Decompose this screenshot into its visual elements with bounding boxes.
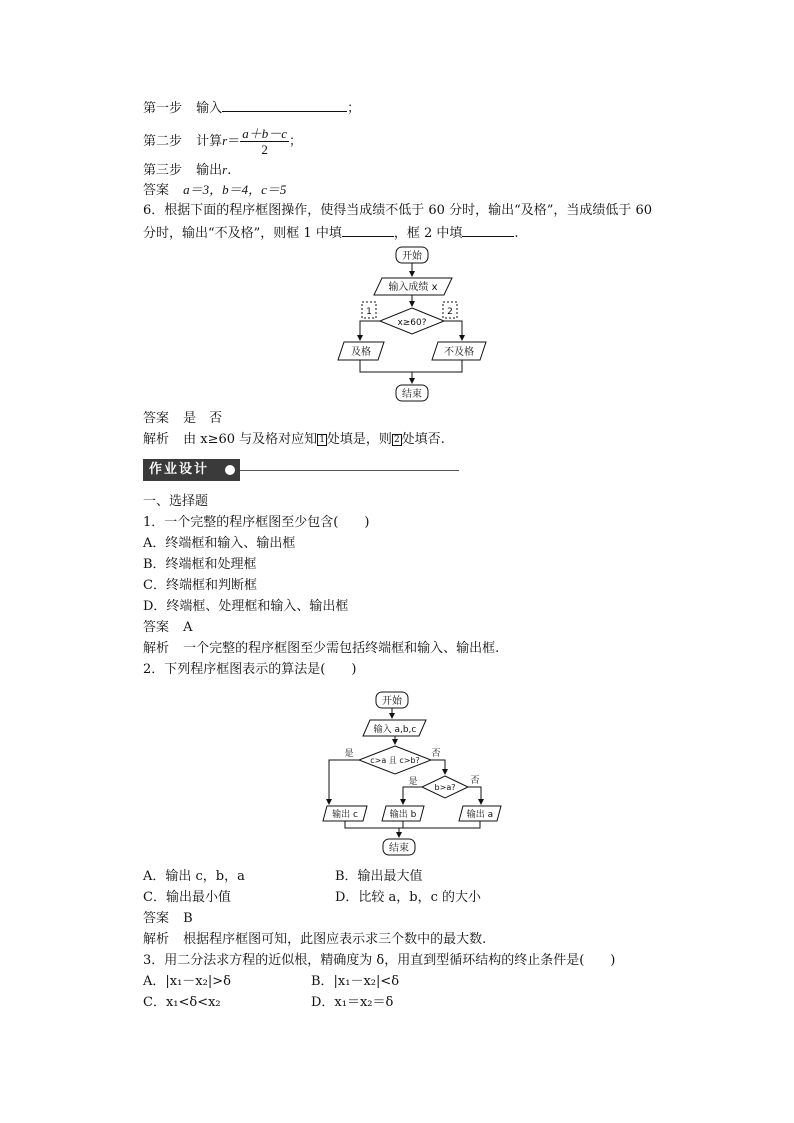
flow2-output-b-text: 输出 b [389,810,417,820]
q2-stem: 2．下列程序框图表示的算法是( ) [143,662,357,677]
q6-line2-b: ，框 2 中填 [393,226,463,241]
answer6-label: 答案 [143,411,170,426]
flow2-end-text: 结束 [389,843,409,854]
q2-option-a: A．输出 c，b，a [143,869,245,884]
q1-answer: A [183,620,193,635]
step1-label: 第一步 [143,101,183,116]
flowchart-max [315,688,510,860]
q2-option-b: B．输出最大值 [335,869,423,884]
flow1-cond-text: x≥60? [397,318,427,328]
step1-line [143,98,360,118]
q2-answer: B [183,911,193,926]
q2-options-row1 [143,868,423,886]
q3-stem: 3．用二分法求方程的近似根，精确度为 δ，用直到型循环结构的终止条件是( ) [143,953,616,968]
step2-label: 第二步 [143,134,183,149]
section-rule [240,470,459,471]
q1-option-d: D．终端框、处理框和输入、输出框 [143,599,349,614]
q2-options-row2 [143,889,481,907]
step1-blank [222,98,347,112]
flow1-fail-text: 不及格 [444,347,474,358]
flow1-end-text: 结束 [402,389,422,400]
step3-var: r [222,162,228,177]
q1-option-a: A．终端框和输入、输出框 [143,536,296,551]
flowchart-grades [320,242,500,407]
step2-line [143,124,302,159]
step2-eq: ＝ [227,134,241,149]
step3-label: 第三步 [143,163,183,178]
flow1-input-text: 输入成绩 x [388,282,438,293]
q2-explain-label: 解析 [143,932,170,947]
explain6-box-b: 2 [393,434,400,445]
step3-end: . [227,163,232,178]
q1-option-c: C．终端框和判断框 [143,578,257,593]
q1-explain-label: 解析 [143,641,170,656]
q1-option-b: B．终端框和处理框 [143,557,257,572]
q1-explain-line [143,640,499,658]
q6-line2-c: . [514,226,519,241]
q6-line2-a: 分时，输出“不及格”，则框 1 中填 [143,226,342,241]
explain6-text-a: 由 x≥60 与及格对应知 [183,432,318,447]
flow2-output-c-text: 输出 c [332,810,358,820]
explain6-text-b: 处填是，则 [326,432,392,447]
q6-line1: 6．根据下面的程序框图操作，使得当成绩不低于 60 分时，输出“及格”，当成绩低于 60 [143,203,653,218]
q2-explain: 根据程序框图可知，此图应表示求三个数中的最大数. [183,932,487,947]
q3-option-a: A．|x₁－x₂|>δ [143,974,231,989]
part1-title: 一、选择题 [143,494,209,509]
q3-option-d: D．x₁＝x₂＝δ [311,995,394,1010]
q2-answer-line [143,910,193,928]
explain6-text-c: 处填否. [401,432,445,447]
answer6-text: 是 否 [183,411,223,426]
flow2-cond2-text: b>a? [434,783,456,792]
section-header [143,459,459,481]
explain6-line [143,431,445,449]
q6-blank1 [342,223,394,237]
flow2-output-a-text: 输出 a [466,810,494,820]
q3-options-row1 [143,973,399,991]
step3-text: 输出 [196,163,223,178]
step3-line [143,161,231,180]
step2-fraction [240,126,289,157]
explain6-label: 解析 [143,432,170,447]
step1-end: ； [347,101,361,116]
q2-explain-line [143,931,486,949]
answer6-line [143,410,222,428]
q2-option-c: C．输出最小值 [143,890,231,905]
q2-option-d: D．比较 a，b，c 的大小 [335,890,482,905]
step2-numerator: a＋b－c [242,126,288,141]
answer5-line [143,181,286,200]
q3-option-b: B．|x₁－x₂|<δ [311,974,400,989]
q6-blank2 [462,223,514,237]
q1-explain: 一个完整的程序框图至少需包括终端框和输入、输出框. [183,641,500,656]
flow2-start-text: 开始 [382,696,402,707]
q1-stem: 1．一个完整的程序框图至少包含( ) [143,515,370,530]
step2-end: ； [289,134,303,149]
flow2-yes1-label: 是 [344,749,354,759]
flow2-input-text: 输入 a,b,c [373,725,417,735]
flow2-cond1-text: c>a 且 c>b? [370,756,420,765]
step2-var: r [222,133,228,148]
explain6-box-a: 1 [319,434,325,445]
section-title: 作业设计 [143,459,240,481]
q1-answer-label: 答案 [143,620,170,635]
flow1-start-text: 开始 [402,251,422,262]
q6-line2 [143,223,519,243]
step1-text: 输入 [196,101,223,116]
q1-answer-line [143,619,193,637]
step2-denominator: 2 [261,142,268,157]
q2-answer-label: 答案 [143,911,170,926]
step2-text: 计算 [196,134,223,149]
flow2-no2-label: 否 [470,776,480,786]
q3-option-c: C．x₁<δ<x₂ [143,995,221,1010]
flow2-yes2-label: 是 [408,777,418,787]
section-dot-icon [225,465,235,475]
answer5-label: 答案 [143,183,170,198]
answer5-text: a＝3，b＝4，c＝5 [183,182,287,197]
flow1-box2-text: 2 [447,307,453,317]
flow1-box1-text: 1 [366,307,372,317]
q3-options-row2 [143,994,393,1012]
flow2-no1-label: 否 [431,749,441,759]
flow1-pass-text: 及格 [351,347,371,358]
